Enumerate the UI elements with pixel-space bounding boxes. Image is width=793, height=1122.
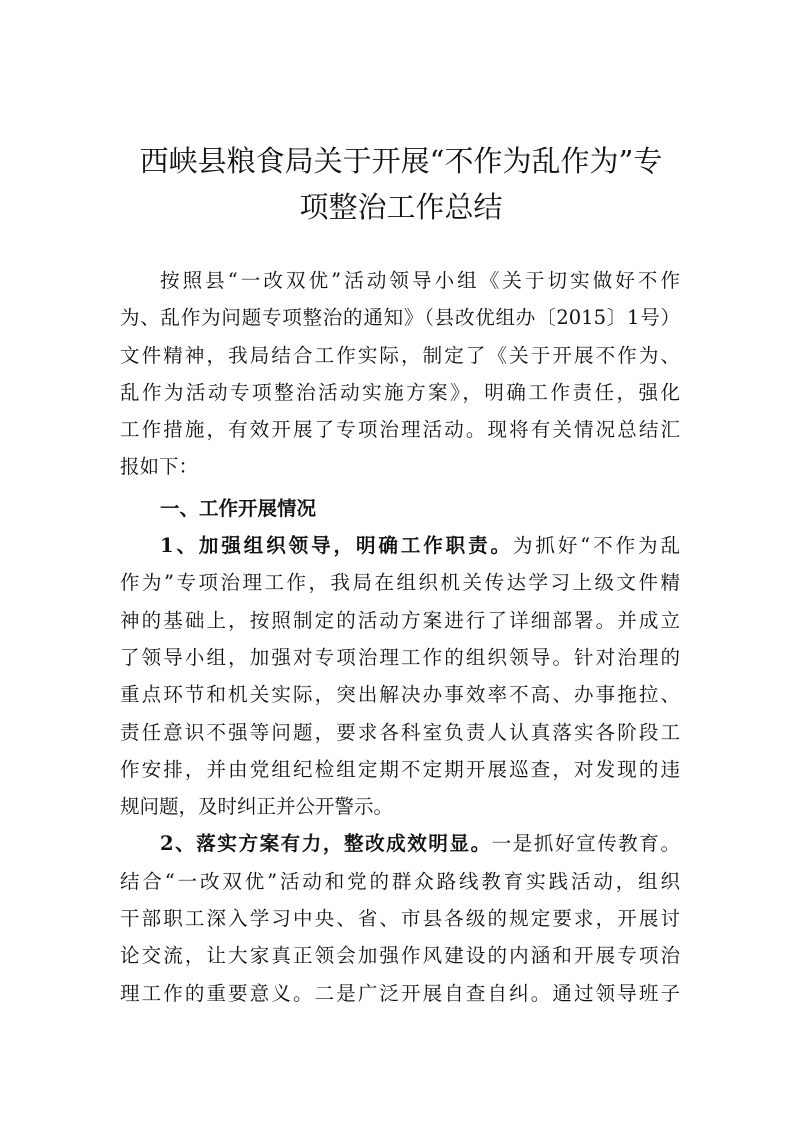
document-title: [118, 138, 684, 230]
text-line: 重点环节和机关实际，突出解决办事效率不高、办事拖拉、: [120, 683, 680, 707]
text-line: 报如下：: [120, 455, 199, 479]
text-run: 一是抓好宣传教育。: [491, 832, 680, 856]
paragraph-1: [120, 527, 680, 825]
title-line-1: 西峡县粮食局关于开展“不作为乱作为”专: [139, 144, 663, 178]
text-line: 神的基础上，按照制定的活动方案进行了详细部署。并成立: [120, 608, 680, 632]
text-line: 干部职工深入学习中央、省、市县各级的规定要求，开展讨: [120, 907, 680, 931]
text-line: 为、乱作为问题专项整治的通知》（县改优组办〔2015〕1号）: [120, 306, 680, 330]
text-line: 工作措施，有效开展了专项治理活动。现将有关情况总结汇: [120, 418, 680, 442]
text-line: 理工作的重要意义。二是广泛开展自查自纠。通过领导班子: [120, 981, 680, 1005]
text-line: 责任意识不强等问题，要求各科室负责人认真落实各阶段工: [120, 720, 680, 744]
text-line: 规问题，及时纠正并公开警示。: [120, 795, 394, 819]
title-line-2: 项整治工作总结: [299, 190, 503, 224]
text-line: 了领导小组，加强对专项治理工作的组织领导。针对治理的: [120, 645, 680, 669]
text-run: 为抓好“不作为乱: [512, 534, 680, 558]
paragraph-lead: 1、加强组织领导，明确工作职责。: [160, 534, 513, 558]
text-line: 按照县“一改双优”活动领导小组《关于切实做好不作: [160, 269, 680, 292]
text-line: 论交流，让大家真正领会加强作风建设的内涵和开展专项治: [120, 944, 680, 968]
text-line: 作为”专项治理工作，我局在组织机关传达学习上级文件精: [120, 571, 680, 595]
text-line: 作安排，并由党组纪检组定期不定期开展巡查，对发现的违: [120, 757, 680, 781]
text-line: [120, 527, 680, 564]
text-line: 文件精神，我局结合工作实际，制定了《关于开展不作为、: [120, 343, 680, 367]
paragraph-2: [120, 825, 680, 1011]
text-line: 结合“一改双优”活动和党的群众路线教育实践活动，组织: [120, 869, 680, 893]
section-heading: 一、工作开展情况: [160, 496, 317, 520]
text-line: 乱作为活动专项整治活动实施方案》，明确工作责任，强化: [120, 380, 680, 404]
paragraph-lead: 2、落实方案有力，整改成效明显。: [160, 832, 492, 856]
document-body: [120, 262, 680, 1012]
intro-paragraph: [120, 262, 680, 486]
text-line: [120, 825, 680, 862]
